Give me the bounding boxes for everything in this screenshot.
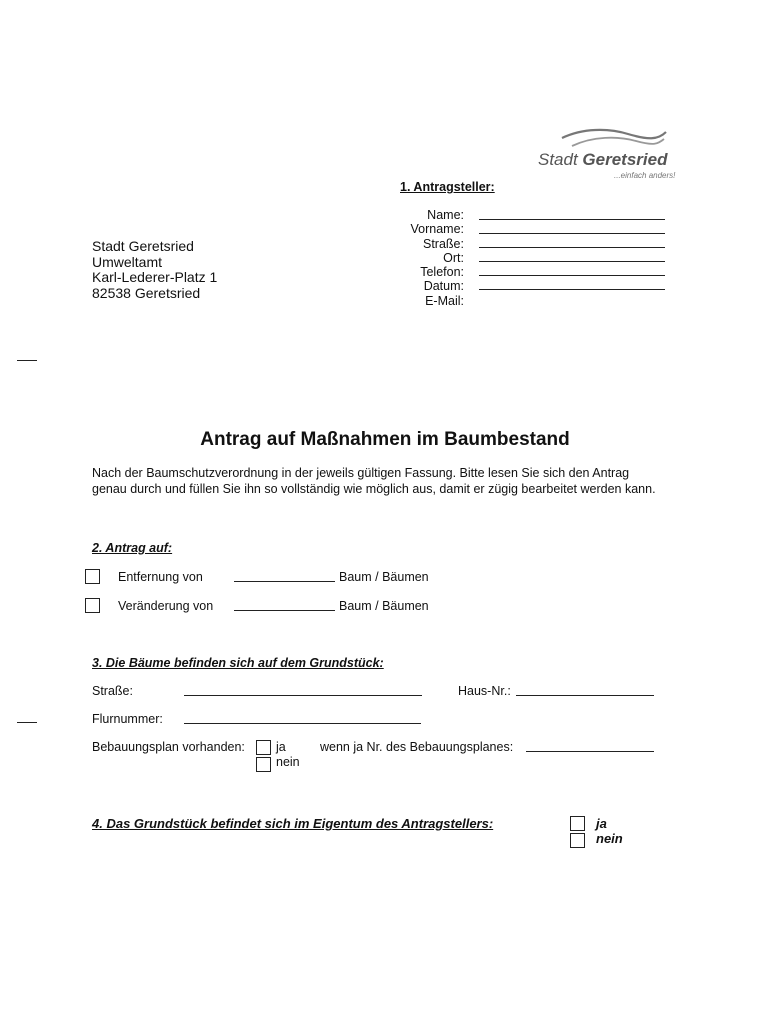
option-veraenderung-label: Veränderung von	[118, 599, 214, 613]
option-entfernung-label: Entfernung von	[118, 570, 203, 584]
field-ort[interactable]	[479, 261, 665, 262]
eigentum-no-label: nein	[596, 831, 623, 846]
plan-label: Bebauungsplan vorhanden:	[92, 740, 245, 754]
wave-icon	[558, 124, 668, 150]
label-strasse: Straße:	[423, 236, 464, 251]
checkbox-veraenderung[interactable]	[85, 598, 100, 613]
field-bebauungsplan-nr[interactable]	[526, 751, 654, 752]
logo-text-bold: Geretsried	[582, 150, 668, 169]
plan-number-label: wenn ja Nr. des Bebauungsplanes:	[320, 740, 514, 754]
plan-no-option-label: nein	[276, 755, 300, 769]
option-veraenderung-suffix: Baum / Bäumen	[339, 599, 429, 613]
recipient-line: Umweltamt	[92, 253, 163, 270]
label-datum: Datum:	[423, 279, 464, 294]
field-telefon[interactable]	[479, 275, 665, 276]
field-strasse[interactable]	[479, 247, 665, 248]
field-flurnummer[interactable]	[184, 723, 421, 724]
fold-mark-top	[17, 360, 37, 361]
recipient-address	[92, 239, 217, 301]
logo-text-regular: Stadt	[538, 150, 583, 169]
intro-line: genau durch und füllen Sie ihn so vollständig wie möglich aus, damit er zügig bearbeitet werden kann.	[92, 481, 656, 496]
label-ort: Ort:	[443, 250, 464, 265]
applicant-labels	[380, 208, 464, 308]
field-vorname[interactable]	[479, 233, 665, 234]
intro-line: Nach der Baumschutzverordnung in der jeweils gültigen Fassung. Bitte lesen Sie sich den Antrag	[92, 466, 630, 480]
checkbox-eigentum-nein[interactable]	[570, 833, 585, 848]
fold-mark-bottom	[17, 722, 37, 723]
street-label: Straße:	[92, 684, 133, 698]
field-veraenderung-count[interactable]	[234, 610, 335, 611]
field-name[interactable]	[479, 219, 665, 220]
field-datum[interactable]	[479, 289, 665, 290]
recipient-line: 82538 Geretsried	[92, 284, 201, 301]
plan-yes-label: ja	[276, 740, 286, 754]
label-vorname: Vorname:	[410, 222, 464, 237]
label-telefon: Telefon:	[420, 265, 464, 280]
intro-text	[92, 466, 656, 497]
city-logo	[538, 124, 678, 182]
option-entfernung-suffix: Baum / Bäumen	[339, 570, 429, 584]
label-email: E-Mail:	[425, 293, 464, 308]
checkbox-entfernung[interactable]	[85, 569, 100, 584]
recipient-line: Karl-Lederer-Platz 1	[92, 269, 218, 285]
house-no-label: Haus-Nr.:	[458, 684, 511, 698]
field-haus-nr[interactable]	[516, 695, 654, 696]
label-name: Name:	[427, 208, 464, 222]
logo-tagline: ...einfach anders!	[614, 171, 676, 180]
parcel-label: Flurnummer:	[92, 712, 163, 726]
eigentum-yes-label: ja	[596, 816, 607, 831]
checkbox-eigentum-ja[interactable]	[570, 816, 585, 831]
field-entfernung-count[interactable]	[234, 581, 335, 582]
checkbox-plan-nein[interactable]	[256, 757, 271, 772]
checkbox-plan-ja[interactable]	[256, 740, 271, 755]
section3-heading: 3. Die Bäume befinden sich auf dem Grundstück:	[92, 656, 384, 670]
applicant-heading: 1. Antragsteller:	[400, 180, 495, 194]
section4-heading: 4. Das Grundstück befindet sich im Eigentum des Antragstellers:	[92, 816, 494, 831]
section2-heading: 2. Antrag auf:	[92, 541, 173, 555]
recipient-line: Stadt Geretsried	[92, 238, 194, 254]
field-grundstueck-strasse[interactable]	[184, 695, 422, 696]
document-title: Antrag auf Maßnahmen im Baumbestand	[200, 429, 570, 450]
